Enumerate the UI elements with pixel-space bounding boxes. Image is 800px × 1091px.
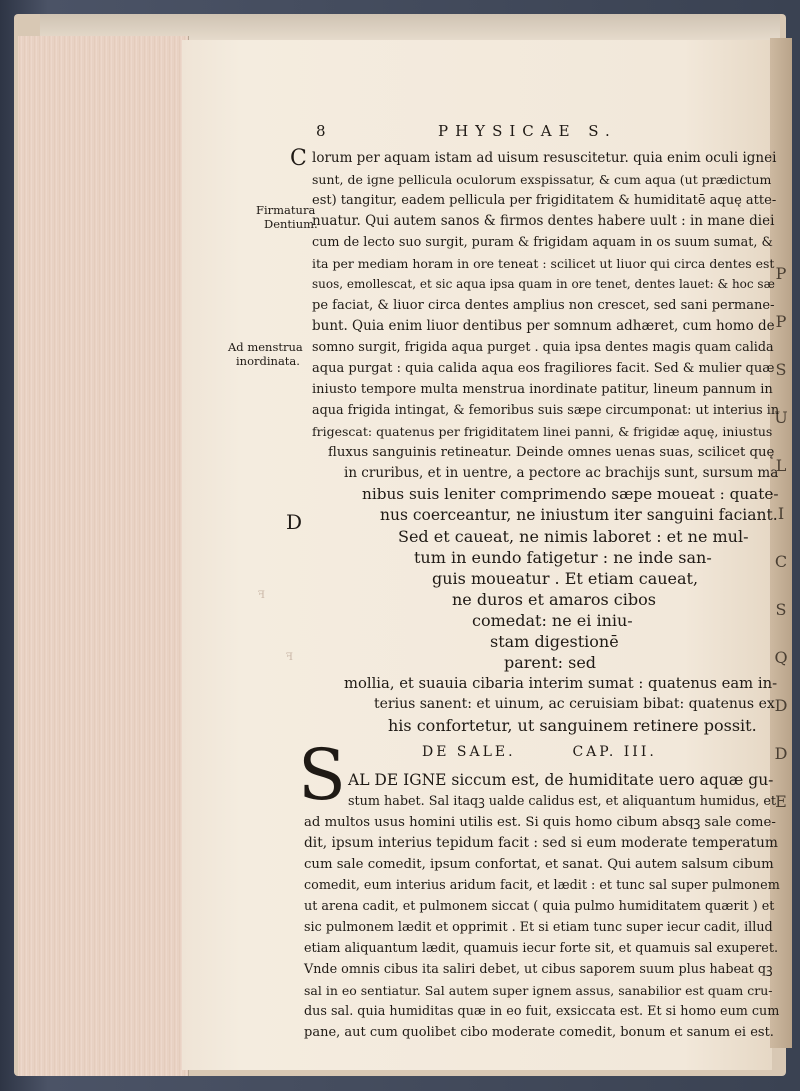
text-line: somno surgit, frigida aqua purget . quia ipsa dentes magis quam calida [312, 340, 774, 355]
section-marker-d: D [286, 510, 303, 534]
text-line: tum in eundo fatigetur : ne inde san- [414, 548, 712, 567]
text-line: pe faciat, & liuor circa dentes amplius non crescet, sed sani permane- [312, 298, 775, 313]
initial-letter-c: C [290, 146, 307, 171]
chapter-text-line: pane, aut cum quolibet cibo moderate comedit, bonum et sanum ei est. [304, 1025, 774, 1040]
text-line: ita per mediam horam in ore teneat : scilicet ut liuor qui circa dentes est [312, 256, 775, 271]
text-line: est) tangitur, eadem pellicula per frigiditatem & humiditatē aquę atte- [312, 193, 777, 208]
text-line: cum de lecto suo surgit, puram & frigidam aquam in os suum sumat, & [312, 235, 773, 250]
text-line: parent: sed [504, 653, 597, 672]
margin-note: Firmatura [256, 203, 316, 217]
text-line: nuatur. Qui autem sanos & firmos dentes habere uult : in mane diei [312, 213, 775, 229]
margin-note: Dentium. [264, 217, 318, 231]
text-line: iniusto tempore multa menstrua inordinate patitur, lineum pannum in [312, 382, 773, 397]
text-line: guis moueatur . Et etiam caueat, [432, 569, 699, 588]
facing-page-letters: P P S U L I C S Q D D E [774, 264, 788, 811]
text-line: mollia, et suauia cibaria interim sumat : quatenus eam in- [344, 675, 778, 692]
chapter-text-line: etiam aliquantum lædit, quamuis iecur forte sit, et quamuis sal exuperet. [304, 941, 778, 956]
text-line: his confortetur, ut sanguinem retinere possit. [388, 716, 757, 735]
margin-note: inordinata. [236, 354, 300, 368]
text-line: Sed et caueat, ne nimis laboret : et ne mul- [398, 527, 749, 546]
text-line: aqua frigida intingat, & femoribus suis sæpe circumponat: ut interius in [312, 403, 780, 418]
text-line: sunt, de igne pellicula oculorum exspissatur, & cum aqua (ut prædictum [312, 172, 772, 187]
chapter-number: CAP. III. [572, 744, 657, 760]
text-line: aqua purgat : quia calida aqua eos fragiliores facit. Sed & mulier quæ [312, 361, 775, 376]
text-line: suos, emollescat, et sic aqua ipsa quam in ore tenet, dentes lauet: & hoc sæ [312, 277, 775, 291]
bleed-through-mark: ꟻ [258, 590, 265, 601]
margin-note: Ad menstrua [228, 340, 303, 354]
text-line: in cruribus, et in uentre, a pectore ac brachijs sunt, sursum ma [344, 465, 779, 481]
text-line: nibus suis leniter comprimendo sæpe moueat : quate- [362, 485, 779, 503]
text-line: fluxus sanguinis retineatur. Deinde omnes uenas suas, scilicet quę [328, 445, 775, 460]
page-edges-stack [18, 36, 189, 1076]
text-line: ne duros et amaros cibos [452, 590, 656, 609]
page-folio: 8 [316, 122, 326, 140]
initial-letter-s: S [298, 734, 346, 816]
chapter-text-line: dus sal. quia humiditas quæ in eo fuit, exsiccata est. Et si homo eum cum [304, 1004, 780, 1019]
chapter-title: DE SALE. [422, 744, 516, 760]
chapter-heading [422, 744, 657, 760]
chapter-text-line: sal in eo sentiatur. Sal autem super ignem assus, sanabilior est quam cru- [304, 983, 773, 998]
text-line: nus coerceantur, ne iniustum iter sanguini faciant. [380, 506, 778, 524]
bleed-through-mark: ꟻ [286, 652, 293, 663]
text-line: lorum per aquam istam ad uisum resuscitetur. quia enim oculi ignei [312, 150, 777, 166]
text-line: bunt. Quia enim liuor dentibus per somnum adhæret, cum homo de [312, 318, 775, 334]
chapter-text-line: ad multos usus homini utilis est. Si quis homo cibum absqꝫ sale come- [304, 815, 776, 830]
chapter-text-line: dit, ipsum interius tepidum facit : sed si eum moderate temperatum [304, 835, 778, 851]
chapter-text-line: cum sale comedit, ipsum confortat, et sanat. Qui autem salsum cibum [304, 857, 774, 872]
chapter-text-line: Vnde omnis cibus ita saliri debet, ut cibus saporem suum plus habeat qꝫ [304, 962, 773, 977]
text-line: terius sanent: et uinum, ac ceruisiam bibat: quatenus ex [374, 696, 775, 712]
chapter-text-line: sic pulmonem lædit et opprimit . Et si etiam tunc super iecur cadit, illud [304, 920, 773, 935]
chapter-text-line: ut arena cadit, et pulmonem siccat ( quia pulmo humiditatem quærit ) et [304, 899, 775, 914]
text-line: stam digestionē [490, 632, 619, 651]
chapter-text-line: AL DE IGNE siccum est, de humiditate uero aquæ gu- [348, 771, 774, 789]
running-title: PHYSICAE S. [438, 122, 617, 140]
text-line: comedat: ne ei iniu- [472, 611, 633, 630]
text-line: frigescat: quatenus per frigiditatem linei panni, & frigidæ aquę, iniustus [312, 424, 773, 439]
chapter-text-line: comedit, eum interius aridum facit, et lædit : et tunc sal super pulmonem [304, 878, 780, 893]
chapter-text-line: stum habet. Sal itaqꝫ ualde calidus est, et aliquantum humidus, et [348, 794, 777, 809]
